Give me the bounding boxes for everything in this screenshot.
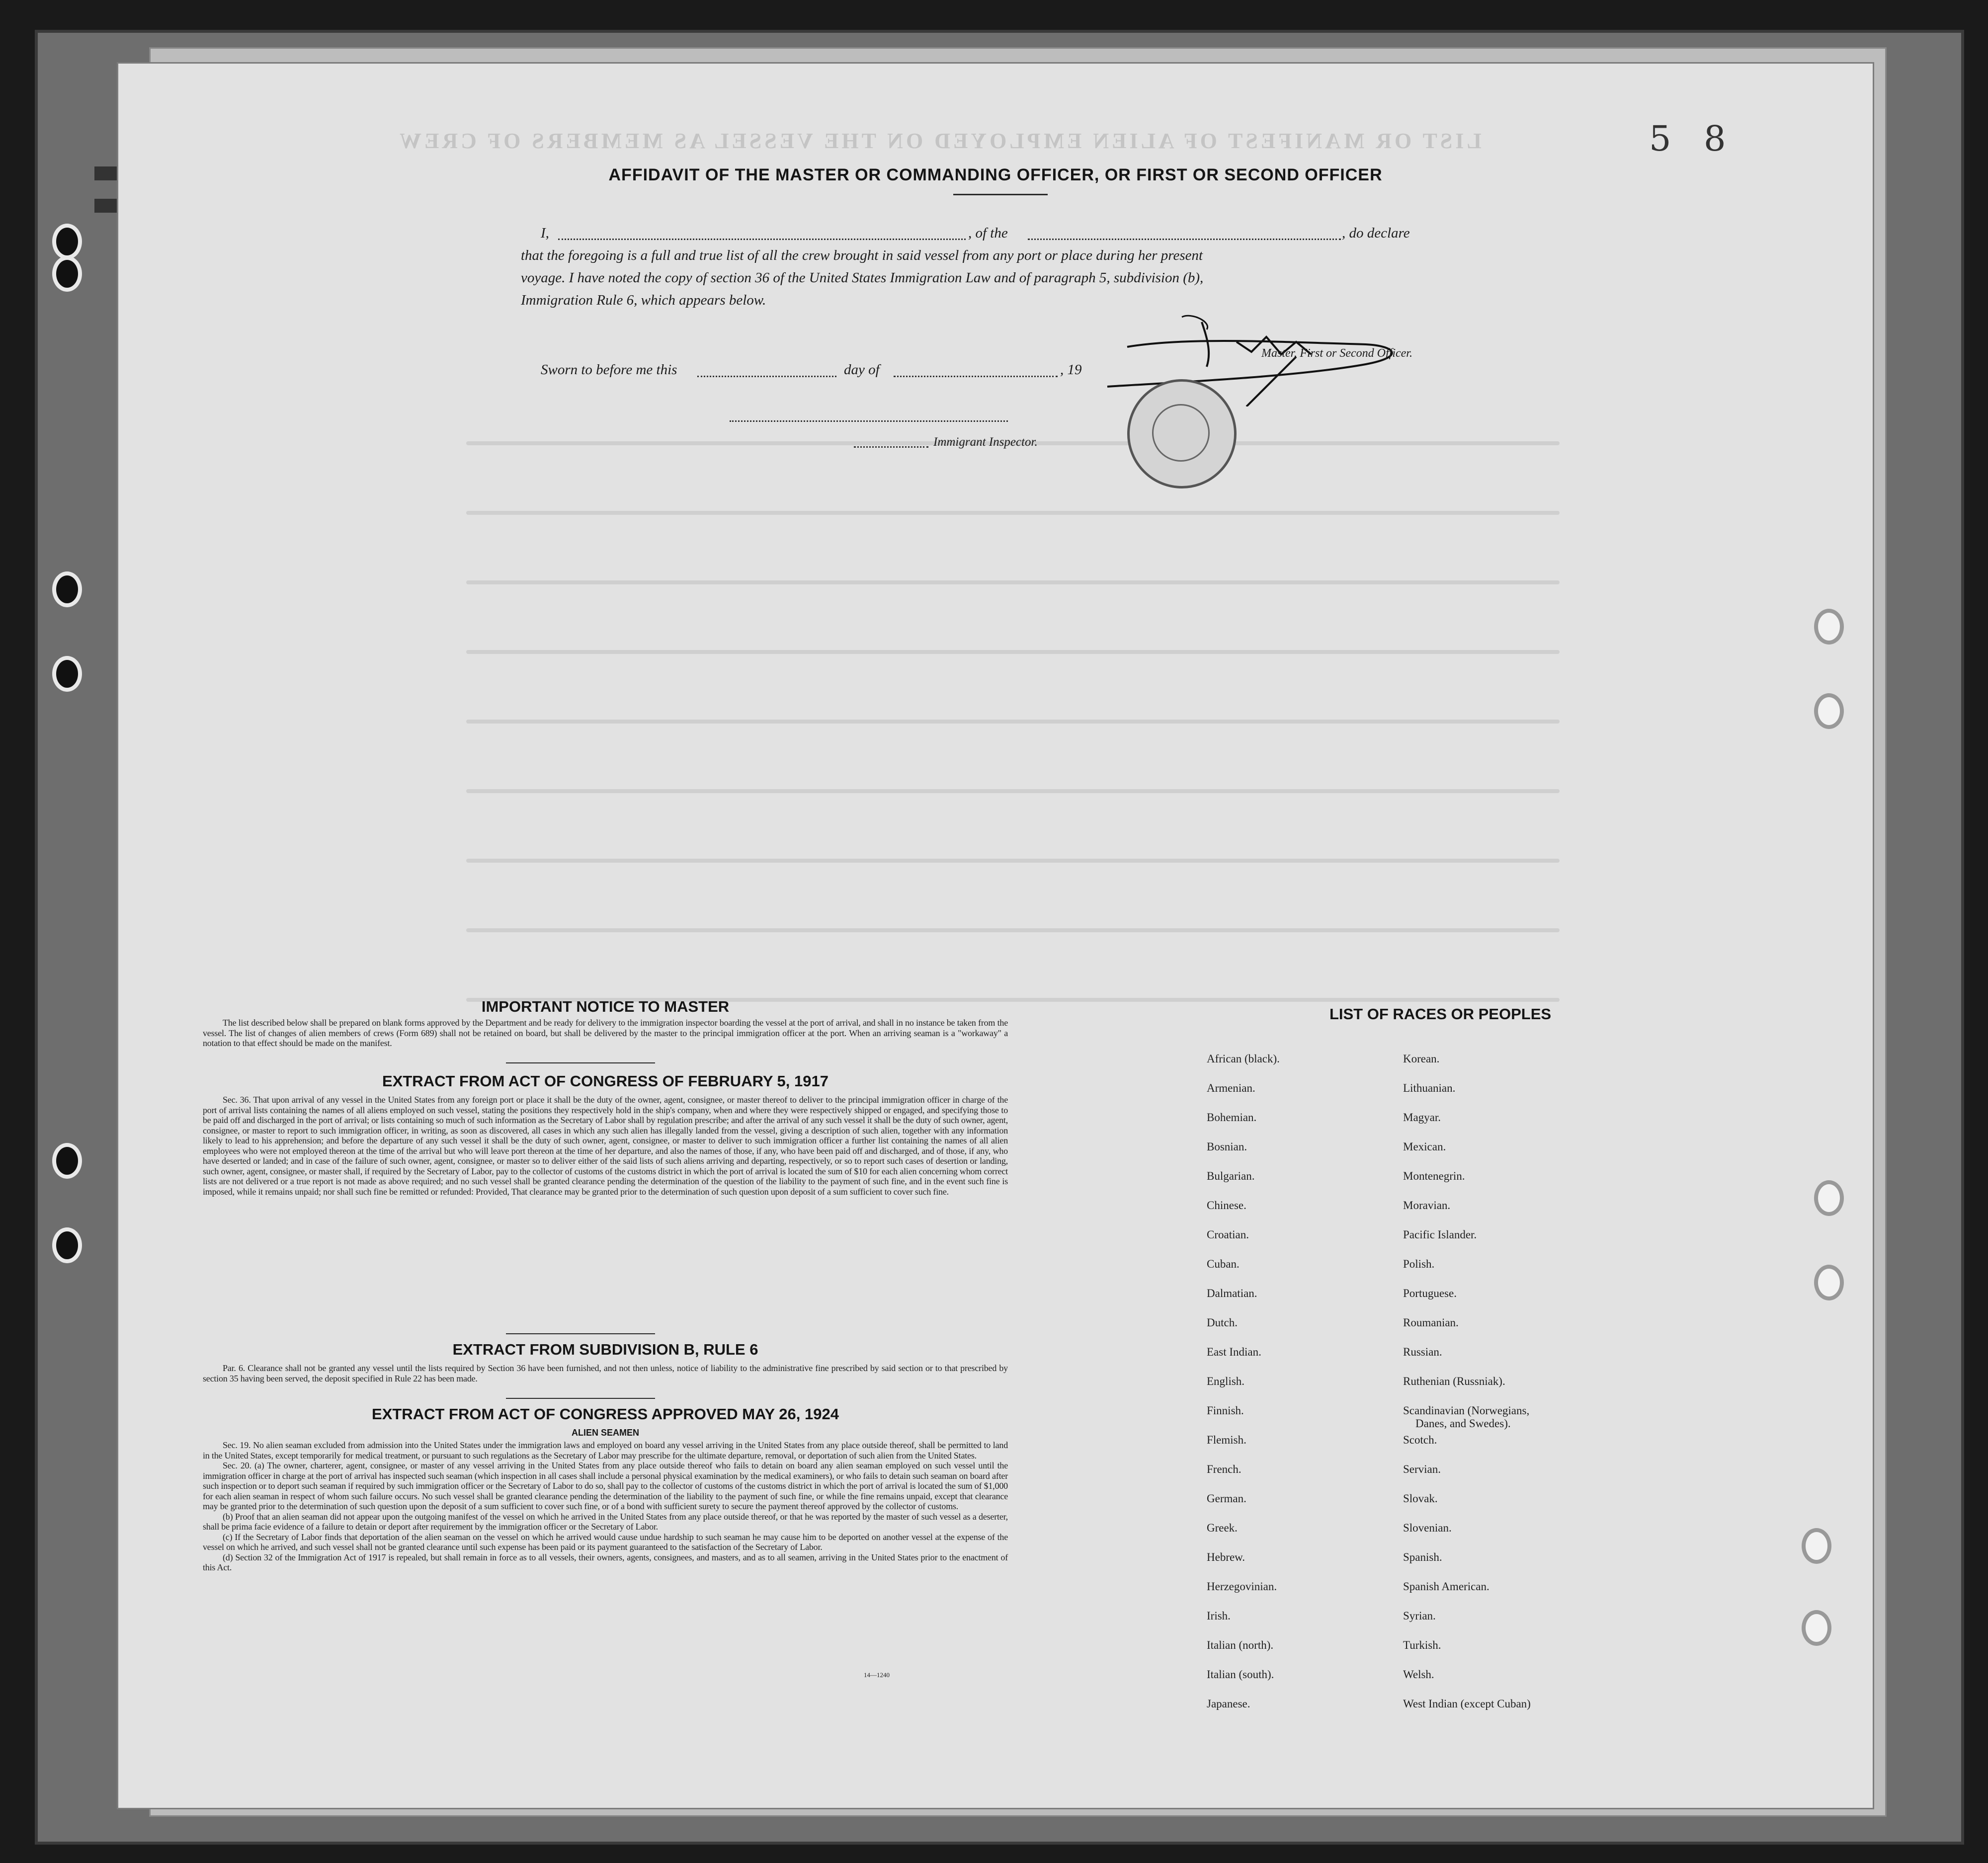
bleedthrough-line bbox=[466, 511, 1560, 515]
rule6-text bbox=[203, 1363, 1008, 1383]
affidavit-of-the: , of the bbox=[968, 225, 1008, 241]
bleedthrough-line bbox=[466, 720, 1560, 724]
affidavit-line3: voyage. I have noted the copy of section 36 of the United States Immigration Law and of paragraph 5, subdivision (b), bbox=[521, 270, 1204, 286]
race-item: Polish. bbox=[1403, 1258, 1435, 1270]
race-item: Bosnian. bbox=[1207, 1140, 1247, 1153]
binder-hole bbox=[1814, 1180, 1844, 1216]
race-item: Flemish. bbox=[1207, 1434, 1246, 1446]
seal-center bbox=[1152, 404, 1210, 462]
race-item: Moravian. bbox=[1403, 1199, 1451, 1212]
race-item: Herzegovinian. bbox=[1207, 1580, 1277, 1593]
race-item: Armenian. bbox=[1207, 1082, 1255, 1094]
race-item: Spanish American. bbox=[1403, 1580, 1490, 1593]
affidavit-title: AFFIDAVIT OF THE MASTER OR COMMANDING OFFICER, OR FIRST OR SECOND OFFICER bbox=[608, 165, 1383, 184]
master-label: Master, First or Second Officer. bbox=[1261, 347, 1412, 360]
race-item: Spanish. bbox=[1403, 1551, 1442, 1563]
rule6-title: EXTRACT FROM SUBDIVISION B, RULE 6 bbox=[452, 1341, 758, 1358]
affidavit-line2: that the foregoing is a full and true list of all the crew brought in said vessel from any port or place during her present bbox=[521, 247, 1203, 263]
race-item: Ruthenian (Russniak). bbox=[1403, 1375, 1505, 1387]
sec20a-paragraph: Sec. 20. (a) The owner, charterer, agent, consignee, or master of any vessel arriving in the United States from any place outside thereof who fails to detain on board any alien seaman employed on such vessel until the immigration officer in charge at the port of arrival has inspected such seaman (which inspection in all cases shall include a personal physical examination by the medical examiners), or who fails to detain such seaman on board after such inspection or to deport such seaman if required by such immigration officer or the Secretary of Labor to do so, shall pay to the collector of customs of the customs district in which the port of arrival is located the sum of $1,000 for each alien seaman in respect of whom such failure occurs. No such vessel shall be granted clearance pending the determination of the liability to the payment of such fine, or while the fine remains unpaid, except that clearance may be granted prior to the determination of such question upon the deposit of a sum sufficient to cover such fine, or of a bond with sufficient surety to secure the payment thereof approved by the collector of customs. bbox=[203, 1460, 1008, 1511]
race-item: Servian. bbox=[1403, 1463, 1441, 1475]
binder-hole bbox=[52, 1227, 82, 1263]
race-item: Finnish. bbox=[1207, 1404, 1244, 1417]
sworn-text: Sworn to before me this bbox=[541, 362, 677, 378]
year-prefix: , 19 bbox=[1060, 362, 1082, 378]
race-item: Roumanian. bbox=[1403, 1316, 1459, 1329]
race-item: German. bbox=[1207, 1492, 1246, 1505]
race-item: Slovenian. bbox=[1403, 1522, 1452, 1534]
race-item: Chinese. bbox=[1207, 1199, 1246, 1212]
sec20c-paragraph: (c) If the Secretary of Labor finds that deportation of the alien seaman on the vessel on which he arrived would cause undue hardship to such seaman he may cause him to be deported on another vessel at the expense of the vessel on which he arrived, and such vessel shall not be granted clearance until such expense has been paid or its payment guaranteed to the satisfaction of the Secretary of Labor. bbox=[203, 1532, 1008, 1552]
races-title: LIST OF RACES OR PEOPLES bbox=[1329, 1005, 1552, 1023]
divider bbox=[506, 1398, 655, 1399]
margin-mark: 5 bbox=[1649, 118, 1671, 159]
race-item: Scotch. bbox=[1403, 1434, 1437, 1446]
race-item: English. bbox=[1207, 1375, 1245, 1387]
race-item: Danes, and Swedes). bbox=[1415, 1417, 1511, 1430]
title-underline bbox=[953, 194, 1048, 195]
race-item: Russian. bbox=[1403, 1346, 1442, 1358]
bleedthrough-line bbox=[466, 789, 1560, 793]
extract-1917-paragraph: Sec. 36. That upon arrival of any vessel in the United States from any foreign port or place it shall be the duty of the owner, agent, consignee, or master thereof to deliver to the principal immigration officer in charge of the port of arrival lists containing the names of all aliens employed on such vessel, stating the positions they respectively hold in the ship's company, when and where they were respectively shipped or engaged, and specifying those to be paid off and discharged in the port of arrival; or lists containing so much of such information as the Secretary of Labor shall by regulation prescribe; and after the arrival of any such vessel it shall be the duty of such owner, agent, consignee, or master to report to such immigration officer, in writing, as soon as discovered, all cases in which any such alien has illegally landed from the vessel, giving a description of such alien, together with any information likely to lead to his apprehension; and before the departure of any such vessel it shall be the duty of such owner, agent, consignee, or master to deliver to such immigration officer a further list containing the names of all alien employees who were not employed thereon at the time of the arrival but who will leave port thereon at the time of her departure, and also the names of those, if any, who have been paid off and discharged, and of those, if any, who have deserted or landed; and in case of the failure of such owner, agent, consignee, or master so to deliver either of the said lists of such aliens arriving and departing, respectively, or so to report such cases of desertion or landing, such owner, agent, consignee, or master shall, if required by the Secretary of Labor, pay to the collector of customs of the customs district in which the port of arrival is located the sum of $10 for each alien concerning whom correct lists are not delivered or a true report is not made as above required; and no such vessel shall be granted clearance pending the determination of the question of the liability to the payment of such fine, and in the event such fine is imposed, while it remains unpaid; nor shall such fine be remitted or refunded: Provided, That clearance may be granted prior to the determination of such question upon deposit of a sum sufficient to cover such fine. bbox=[203, 1095, 1008, 1197]
binder-hole bbox=[1814, 609, 1844, 645]
race-item: African (black). bbox=[1207, 1053, 1280, 1065]
race-item: Cuban. bbox=[1207, 1258, 1240, 1270]
race-item: Japanese. bbox=[1207, 1698, 1250, 1710]
binder-hole bbox=[1814, 693, 1844, 729]
affidavit-line4: Immigration Rule 6, which appears below. bbox=[521, 292, 766, 308]
binder-hole bbox=[1814, 1265, 1844, 1300]
race-item: Pacific Islander. bbox=[1403, 1228, 1477, 1241]
race-item: East Indian. bbox=[1207, 1346, 1261, 1358]
day-of: day of bbox=[844, 362, 880, 378]
race-item: Greek. bbox=[1207, 1522, 1238, 1534]
race-item: Dalmatian. bbox=[1207, 1287, 1257, 1299]
extract-1917-text bbox=[203, 1095, 1008, 1197]
day-blank bbox=[697, 376, 836, 377]
sec19-paragraph: Sec. 19. No alien seaman excluded from admission into the United States under the immigration laws and employed on board any vessel arriving in the United States from any place outside thereof, shall be permitted to land in the United States, except temporarily for medical treatment, or pursuant to such regulations as the Secretary of Labor may prescribe for the ultimate departure, removal, or deportation of such alien from the United States. bbox=[203, 1440, 1008, 1460]
race-item: Hebrew. bbox=[1207, 1551, 1245, 1563]
bleedthrough-line bbox=[466, 859, 1560, 863]
divider bbox=[506, 1062, 655, 1063]
notice-title: IMPORTANT NOTICE TO MASTER bbox=[481, 998, 730, 1015]
race-item: Syrian. bbox=[1403, 1610, 1436, 1622]
race-item: Magyar. bbox=[1403, 1111, 1441, 1124]
bleedthrough-line bbox=[466, 580, 1560, 584]
race-item: Welsh. bbox=[1403, 1668, 1434, 1681]
notice-paragraph: The list described below shall be prepared on blank forms approved by the Department and be ready for delivery to the immigration inspector boarding the vessel at the port of arrival, and shall in no instance be taken from the vessel. The list of changes of alien members of crews (Form 689) shall not be retained on board, but shall be delivered by the master to the principal immigration officer at the port. When an arriving seaman is a "workaway" a notation to that effect should be made on the manifest. bbox=[203, 1018, 1008, 1048]
binder-hole bbox=[52, 224, 82, 259]
race-item: Croatian. bbox=[1207, 1228, 1249, 1241]
bleedthrough-line bbox=[466, 928, 1560, 932]
bleedthrough-heading: LIST OR MANIFEST OF ALIEN EMPLOYED ON THE VESSEL AS MEMBERS OF CREW bbox=[397, 129, 1482, 153]
race-item: Korean. bbox=[1403, 1053, 1440, 1065]
binder-hole bbox=[52, 656, 82, 692]
race-item: Italian (north). bbox=[1207, 1639, 1274, 1651]
sec20d-paragraph: (d) Section 32 of the Immigration Act of 1917 is repealed, but shall remain in force as to all vessels, their owners, agents, consignees, and masters, and as to all seamen, arriving in the United States prior to the enactment of this Act. bbox=[203, 1552, 1008, 1572]
binder-hole bbox=[52, 1143, 82, 1179]
sec20b-paragraph: (b) Proof that an alien seaman did not appear upon the outgoing manifest of the vessel on which he arrived in the United States from any place outside thereof, or that he was reported by the master of such vessel as a deserter, shall be prima facie evidence of a failure to detain or deport after requirement by the immigration officer or the Secretary of Labor. bbox=[203, 1511, 1008, 1532]
extract-1924-text bbox=[203, 1440, 1008, 1573]
race-item: Irish. bbox=[1207, 1610, 1231, 1622]
extract-1917-title: EXTRACT FROM ACT OF CONGRESS OF FEBRUARY 5, 1917 bbox=[382, 1072, 828, 1090]
inspector-label: Immigrant Inspector. bbox=[933, 435, 1038, 449]
alien-seamen-subtitle: ALIEN SEAMEN bbox=[571, 1428, 639, 1438]
race-item: Lithuanian. bbox=[1403, 1082, 1456, 1094]
margin-mark: 8 bbox=[1704, 118, 1726, 159]
race-item: Bulgarian. bbox=[1207, 1170, 1255, 1182]
company-seal-stamp bbox=[1127, 379, 1237, 488]
race-item: Montenegrin. bbox=[1403, 1170, 1465, 1182]
manifest-page bbox=[117, 62, 1874, 1809]
affidavit-i: I, bbox=[541, 225, 549, 241]
binder-hole bbox=[52, 571, 82, 607]
binder-hole bbox=[1802, 1528, 1831, 1564]
race-item: Slovak. bbox=[1403, 1492, 1438, 1505]
race-item: French. bbox=[1207, 1463, 1242, 1475]
affidavit-do-declare: , do declare bbox=[1342, 225, 1410, 241]
race-item: Dutch. bbox=[1207, 1316, 1238, 1329]
vessel-blank bbox=[1028, 239, 1341, 240]
race-item: West Indian (except Cuban) bbox=[1403, 1698, 1531, 1710]
form-number: 14—1240 bbox=[864, 1671, 890, 1679]
bleedthrough-line bbox=[466, 650, 1560, 654]
extract-1924-title: EXTRACT FROM ACT OF CONGRESS APPROVED MAY 26, 1924 bbox=[372, 1405, 839, 1423]
month-blank bbox=[894, 376, 1058, 377]
race-item: Turkish. bbox=[1403, 1639, 1441, 1651]
race-item: Mexican. bbox=[1403, 1140, 1446, 1153]
divider bbox=[506, 1333, 655, 1334]
name-blank bbox=[558, 239, 966, 240]
binder-hole bbox=[52, 256, 82, 292]
binder-hole bbox=[1802, 1610, 1831, 1646]
race-item: Italian (south). bbox=[1207, 1668, 1274, 1681]
inspector-signature-blank bbox=[730, 420, 1008, 422]
race-item: Bohemian. bbox=[1207, 1111, 1257, 1124]
race-item: Scandinavian (Norwegians, bbox=[1403, 1404, 1530, 1417]
race-item: Portuguese. bbox=[1403, 1287, 1457, 1299]
rule6-paragraph: Par. 6. Clearance shall not be granted any vessel until the lists required by Section 36 have been furnished, and not then unless, notice of liability to the administrative fine prescribed by said section or to that prescribed by section 35 having been served, the deposit specified in Rule 22 has been made. bbox=[203, 1363, 1008, 1383]
inspector-blank-short bbox=[854, 446, 928, 448]
notice-text bbox=[203, 1018, 1008, 1049]
